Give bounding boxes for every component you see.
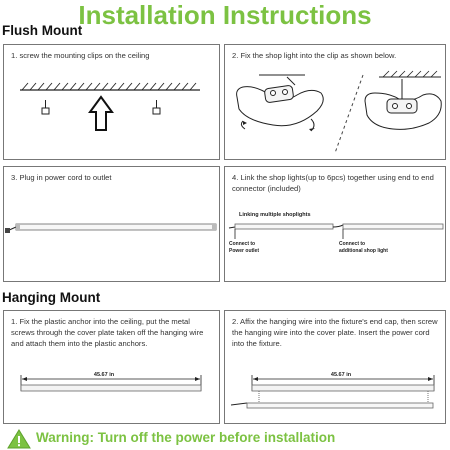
- flush-step-1-text: 1. screw the mounting clips on the ceiling: [11, 51, 150, 60]
- connect-outlet-label-1: Connect to: [229, 241, 256, 247]
- flush-step-4-panel: [224, 166, 446, 282]
- hanging-step-1-text: 1. Fix the plastic anchor into the ceiling, put the metal screws through the cover plate taken off the hanging wire and attach them into the plastic anchors.: [11, 317, 204, 348]
- flush-step-4-text: 4. Link the shop lights(up to 6pcs) together using end to end connector (included): [232, 173, 434, 193]
- hanging-wire-diagram: [225, 311, 446, 424]
- shop-light-fixture-2: [343, 224, 443, 229]
- flush-step-2-text: 2. Fix the shop light into the clip as shown below.: [232, 51, 397, 60]
- shop-light-fixture: [16, 224, 216, 230]
- warning-triangle-icon: [6, 428, 32, 450]
- flush-step-3-text: 3. Plug in power cord to outlet: [11, 173, 112, 182]
- length-label-1: 45.67 in: [93, 372, 115, 378]
- warning-text: Warning: Turn off the power before installation: [36, 430, 336, 445]
- mounting-clip-left: [42, 100, 49, 114]
- hanging-anchor-diagram: [4, 311, 220, 424]
- linking-diagram: [225, 167, 446, 282]
- up-arrow-icon: [90, 97, 112, 130]
- flush-step-2-panel: [224, 44, 446, 160]
- linking-label: Linking multiple shoplights: [239, 212, 311, 218]
- ceiling-clips-diagram: [4, 45, 220, 160]
- hanging-step-2-panel: [224, 310, 446, 424]
- flush-step-1-panel: [3, 44, 220, 160]
- shop-light-fixture-1: [235, 224, 333, 229]
- plug-in-diagram: [4, 167, 220, 282]
- clip-fixing-diagram: [225, 45, 446, 160]
- connect-light-label-2: additional shop light: [339, 248, 388, 254]
- warning-bar: [0, 428, 450, 450]
- flush-step-3-panel: [3, 166, 220, 282]
- section-title-hanging-mount: Hanging Mount: [2, 290, 101, 305]
- page-title: Installation Instructions: [78, 0, 372, 30]
- connect-light-label-1: Connect to: [339, 241, 366, 247]
- hanging-step-2-text: 2. Affix the hanging wire into the fixture's end cap, then screw the hanging wire into the cover plate. Insert the power cord into the fixture.: [232, 317, 438, 348]
- section-title-flush-mount: Flush Mount: [2, 23, 83, 38]
- mounting-clip-right: [153, 100, 160, 114]
- length-label-2: 45.67 in: [330, 372, 352, 378]
- ceiling-mount-plate: [21, 385, 201, 391]
- connect-outlet-label-2: Power outlet: [229, 248, 260, 254]
- hanging-shop-light: [247, 403, 433, 408]
- hanging-step-1-panel: [3, 310, 220, 424]
